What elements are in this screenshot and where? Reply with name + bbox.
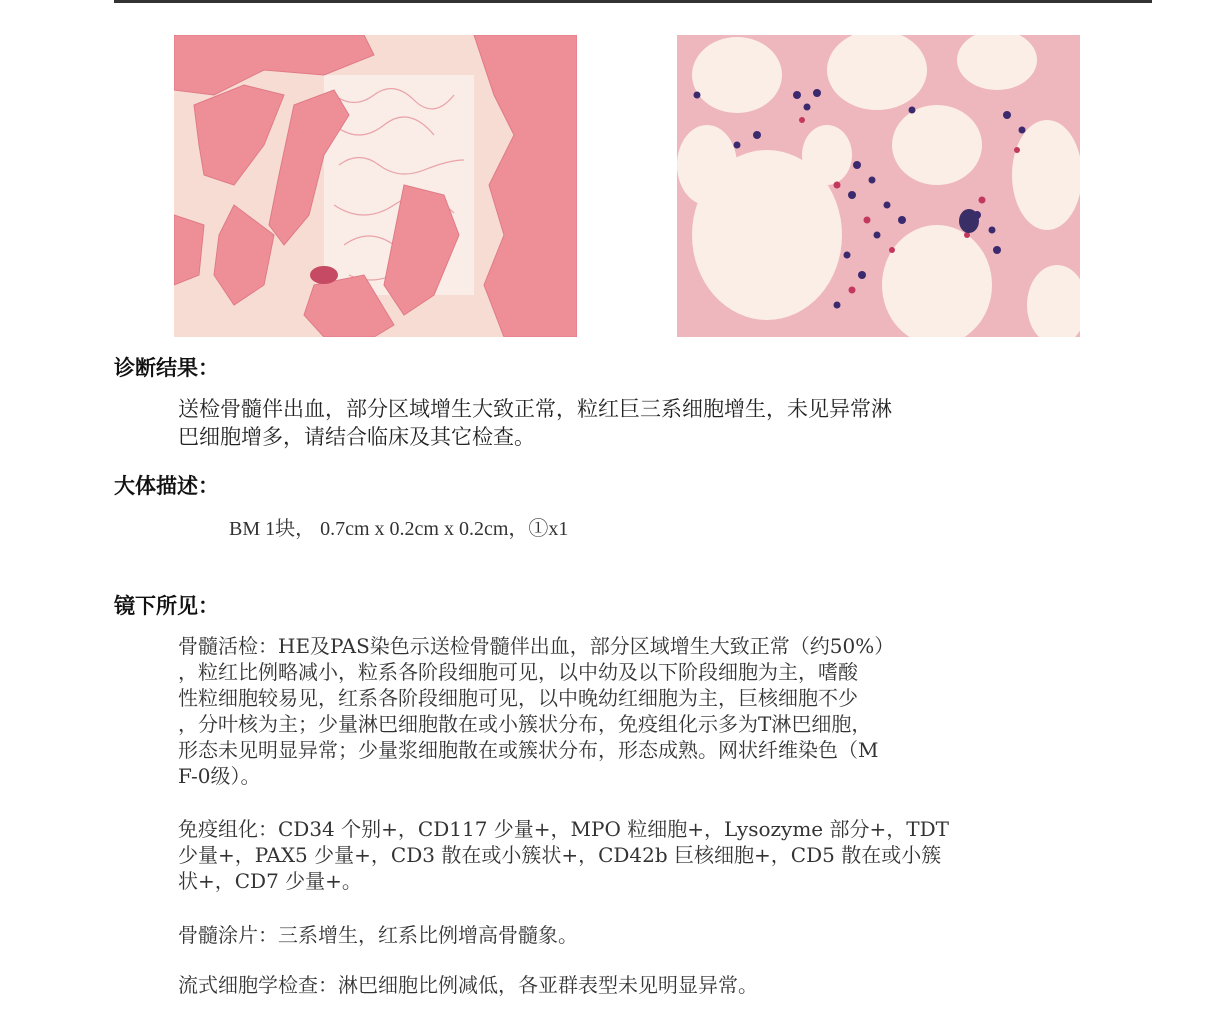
ihc-line: 免疫组化：CD34 个别+，CD117 少量+，MPO 粒细胞+，Lysozyme 部分+，TDT bbox=[178, 817, 949, 841]
findings-line: ，分叶核为主；少量淋巴细胞散在或小簇状分布，免疫组化示多为T淋巴细胞， bbox=[178, 712, 872, 736]
findings-line: 性粒细胞较易见，红系各阶段细胞可见，以中晚幼红细胞为主，巨核细胞不少 bbox=[178, 686, 858, 710]
ihc-line: 少量+，PAX5 少量+，CD3 散在或小簇状+，CD42b 巨核细胞+，CD5 散在或小簇 bbox=[178, 843, 942, 867]
microscopic-heading: 镜下所见： bbox=[114, 594, 219, 618]
diagnosis-line: 送检骨髓伴出血，部分区域增生大致正常，粒红巨三系细胞增生，未见异常淋 bbox=[178, 397, 892, 421]
findings-line: 形态未见明显异常；少量浆细胞散在或簇状分布，形态成熟。网状纤维染色（M bbox=[178, 738, 879, 762]
diagnosis-line: 巴细胞增多，请结合临床及其它检查。 bbox=[178, 425, 535, 449]
findings-line: 骨髓活检：HE及PAS染色示送检骨髓伴出血，部分区域增生大致正常（约50%） bbox=[178, 634, 895, 658]
biopsy-findings bbox=[178, 633, 1088, 789]
ihc-line: 状+，CD7 少量+。 bbox=[178, 869, 362, 893]
findings-line: ，粒红比例略减小，粒系各阶段细胞可见，以中幼及以下阶段细胞为主，嗜酸 bbox=[178, 660, 858, 684]
top-rule bbox=[114, 0, 1152, 3]
findings-line: F-0级）。 bbox=[178, 764, 261, 788]
immunohistochemistry bbox=[178, 816, 1088, 894]
bone-marrow-low-power-image bbox=[174, 35, 577, 337]
diagnosis-heading: 诊断结果： bbox=[114, 356, 219, 380]
gross-text: BM 1块， 0.7cm x 0.2cm x 0.2cm，①x1 bbox=[229, 518, 569, 540]
flow-cytometry: 流式细胞学检查：淋巴细胞比例减低，各亚群表型未见明显异常。 bbox=[178, 973, 758, 997]
diagnosis-text bbox=[178, 395, 1078, 451]
marrow-smear: 骨髓涂片：三系增生，红系比例增高骨髓象。 bbox=[178, 923, 578, 947]
gross-heading: 大体描述： bbox=[114, 474, 219, 498]
bone-marrow-high-power-image bbox=[677, 35, 1080, 337]
